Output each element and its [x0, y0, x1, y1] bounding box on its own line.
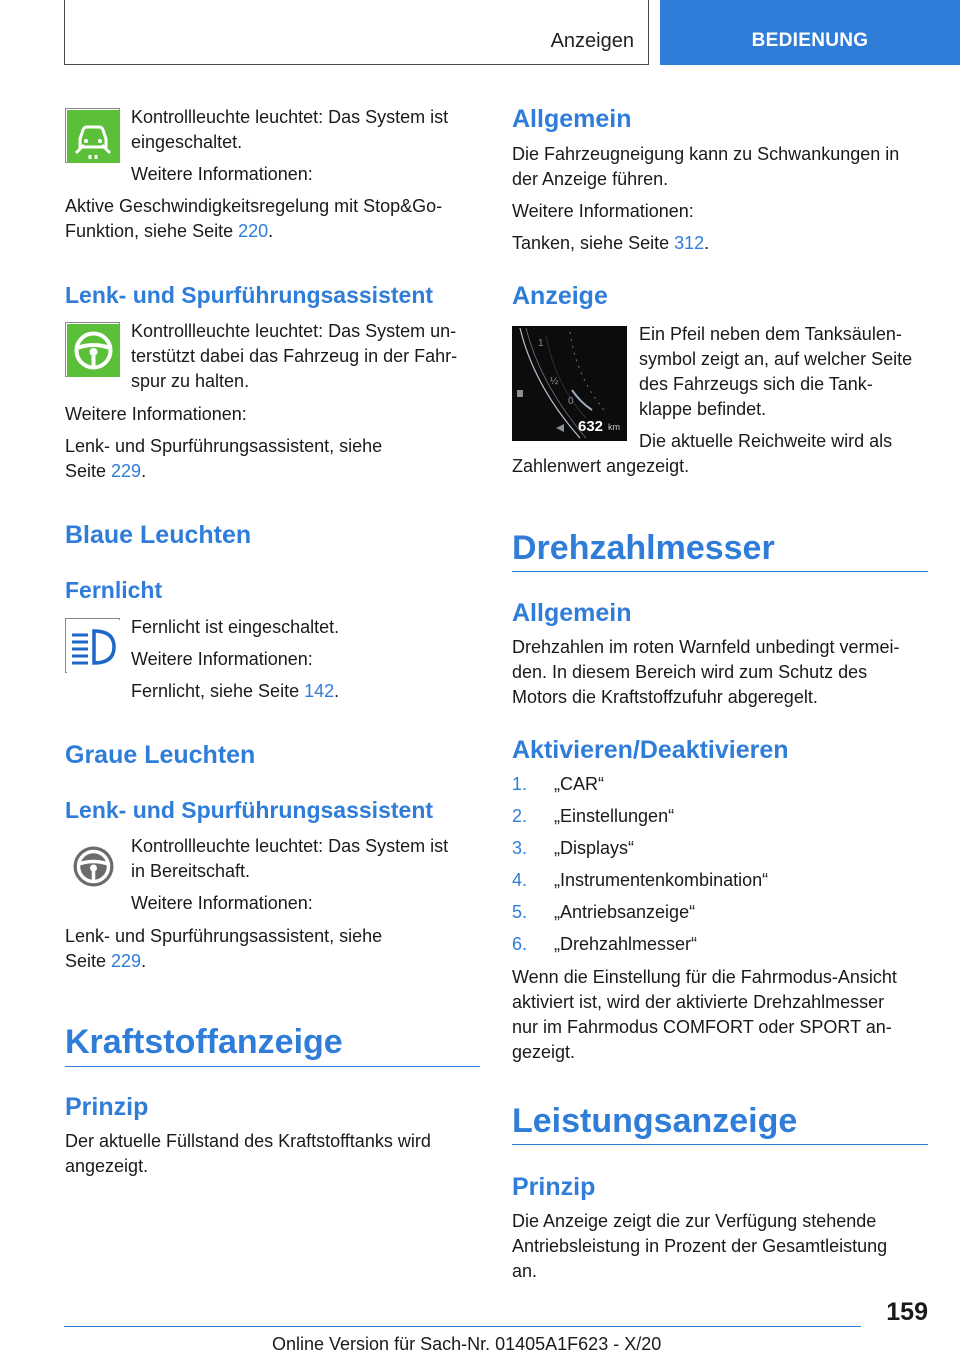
lane-grey-text-line-1: Kontrollleuchte leuchtet: Das System ist	[131, 836, 449, 856]
lane-green-ref-line-2: Seite 229.	[65, 461, 147, 481]
power-display-rule	[512, 1144, 928, 1145]
tacho-general-heading: Allgemein	[512, 599, 632, 627]
fuel-gauge-image	[512, 326, 627, 441]
general-line-1: Die Fahrzeugneigung kann zu Schwankungen in	[512, 144, 900, 164]
general-ref-line: Tanken, siehe Seite 312.	[512, 233, 710, 253]
blue-lights-heading: Blaue Leuchten	[65, 521, 252, 549]
list-item-number: 6.	[512, 934, 528, 954]
lane-green-text-line-2: terstützt dabei das Fahrzeug in der Fahr-	[131, 346, 458, 366]
general-heading: Allgemein	[512, 105, 632, 133]
power-line-3: an.	[512, 1261, 538, 1281]
gauge-tick-half: ½	[550, 376, 559, 387]
lane-grey-more-info: Weitere Informationen:	[131, 893, 313, 913]
highbeam-ref-text: Fernlicht, siehe Seite	[131, 681, 305, 701]
tachometer-heading: Drehzahlmesser	[512, 529, 775, 567]
lane-grey-text-line-2: in Bereitschaft.	[131, 861, 251, 881]
display-line-4: klappe befindet.	[639, 399, 767, 419]
lane-grey-heading: Lenk- und Spurführungsassistent	[65, 797, 434, 823]
list-item-number: 4.	[512, 870, 528, 890]
gauge-range-value: 632	[578, 418, 604, 435]
display-line-6: Zahlenwert angezeigt.	[512, 456, 690, 476]
display-line-1: Ein Pfeil neben dem Tanksäulen-	[639, 324, 902, 344]
lane-grey-ref-text: Seite	[65, 951, 112, 971]
note-line-2: aktiviert ist, wird der aktivierte Drehzahlmesser	[512, 992, 885, 1012]
acc-more-info: Weitere Informationen:	[131, 164, 313, 184]
note-line-3: nur im Fahrmodus COMFORT oder SPORT an-	[512, 1017, 892, 1037]
lane-green-text-line-1: Kontrollleuchte leuchtet: Das System un-	[131, 321, 457, 341]
acc-ref-line-2: Funktion, siehe Seite 220.	[65, 221, 274, 241]
tacho-general-line-2: den. In diesem Bereich wird zum Schutz des	[512, 662, 868, 682]
lane-green-ref-line-1: Lenk- und Spurführungsassistent, siehe	[65, 436, 383, 456]
list-item-text: „CAR“	[554, 774, 604, 794]
general-line-2: der Anzeige führen.	[512, 169, 669, 189]
steering-wheel-grey-icon	[65, 838, 120, 893]
display-line-3: des Fahrzeugs sich die Tank-	[639, 374, 873, 394]
power-line-1: Die Anzeige zeigt die zur Verfügung stehende	[512, 1211, 877, 1231]
fuel-gauge-rule	[65, 1066, 480, 1067]
general-page-link[interactable]: 312	[674, 233, 705, 253]
header-section-title: Anzeigen	[550, 30, 634, 52]
lane-green-page-link[interactable]: 229	[111, 461, 142, 481]
activate-heading: Aktivieren/Deaktivieren	[512, 736, 789, 764]
display-line-5: Die aktuelle Reichweite wird als	[639, 431, 893, 451]
acc-ref-text: Funktion, siehe Seite	[65, 221, 239, 241]
gauge-tick-full: 1	[538, 338, 544, 349]
list-item-text: „Displays“	[554, 838, 635, 858]
highbeam-text: Fernlicht ist eingeschaltet.	[131, 617, 340, 637]
lane-green-heading: Lenk- und Spurführungsassistent	[65, 282, 434, 308]
high-beam-icon	[65, 618, 120, 673]
display-line-2: symbol zeigt an, auf welcher Seite	[639, 349, 913, 369]
lane-grey-ref-line-2: Seite 229.	[65, 951, 147, 971]
footer-online-version: Online Version für Sach-Nr. 01405A1F623 - X/20	[272, 1334, 662, 1354]
highbeam-page-link[interactable]: 142	[304, 681, 335, 701]
fuel-principle-line-1: Der aktuelle Füllstand des Kraftstofftanks wird	[65, 1131, 431, 1151]
acc-text-line-1: Kontrollleuchte leuchtet: Das System ist	[131, 107, 449, 127]
acc-ref-line-1: Aktive Geschwindigkeitsregelung mit Stop&Go-	[65, 196, 443, 216]
page-number: 159	[886, 1298, 928, 1326]
grey-lights-heading: Graue Leuchten	[65, 741, 256, 769]
header-section-box	[64, 0, 649, 65]
acc-page-link[interactable]: 220	[238, 221, 269, 241]
tacho-general-line-3: Motors die Kraftstoffzufuhr abgeregelt.	[512, 687, 818, 707]
header-chapter-tab	[660, 0, 960, 65]
general-more-info: Weitere Informationen:	[512, 201, 694, 221]
note-line-1: Wenn die Einstellung für die Fahrmodus-Ansicht	[512, 967, 897, 987]
list-item-number: 2.	[512, 806, 528, 826]
note-line-4: gezeigt.	[512, 1042, 576, 1062]
fuel-principle-heading: Prinzip	[65, 1093, 149, 1121]
tachometer-rule	[512, 571, 928, 572]
highbeam-more-info: Weitere Informationen:	[131, 649, 313, 669]
highbeam-ref-line: Fernlicht, siehe Seite 142.	[131, 681, 340, 701]
lane-grey-ref-line-1: Lenk- und Spurführungsassistent, siehe	[65, 926, 383, 946]
power-display-heading: Leistungsanzeige	[512, 1102, 798, 1140]
list-item-text: „Antriebsanzeige“	[554, 902, 696, 922]
header-chapter-title: BEDIENUNG	[751, 30, 869, 51]
lane-grey-page-link[interactable]: 229	[111, 951, 142, 971]
fuel-principle-line-2: angezeigt.	[65, 1156, 149, 1176]
fuel-gauge-heading: Kraftstoffanzeige	[65, 1023, 343, 1061]
gauge-range-unit: km	[608, 422, 620, 432]
general-ref-text: Tanken, siehe Seite	[512, 233, 675, 253]
steering-wheel-green-icon	[65, 322, 120, 377]
list-item-text: „Instrumentenkombination“	[554, 870, 769, 890]
highbeam-heading: Fernlicht	[65, 577, 163, 603]
power-line-2: Antriebsleistung in Prozent der Gesamtleistung	[512, 1236, 888, 1256]
power-principle-heading: Prinzip	[512, 1173, 596, 1201]
list-item-text: „Drehzahlmesser“	[554, 934, 698, 954]
list-item-text: „Einstellungen“	[554, 806, 675, 826]
acc-text-line-2: eingeschaltet.	[131, 132, 243, 152]
gauge-tick-empty: 0	[568, 396, 574, 407]
lane-green-more-info: Weitere Informationen:	[65, 404, 247, 424]
lane-green-ref-text: Seite	[65, 461, 112, 481]
display-heading: Anzeige	[512, 282, 608, 310]
list-item-number: 5.	[512, 902, 528, 922]
acc-indicator-icon	[65, 108, 120, 163]
footer-rule	[64, 1326, 861, 1327]
list-item-number: 3.	[512, 838, 528, 858]
tacho-general-line-1: Drehzahlen im roten Warnfeld unbedingt vermei-	[512, 637, 900, 657]
lane-green-text-line-3: spur zu halten.	[131, 371, 250, 391]
list-item-number: 1.	[512, 774, 528, 794]
